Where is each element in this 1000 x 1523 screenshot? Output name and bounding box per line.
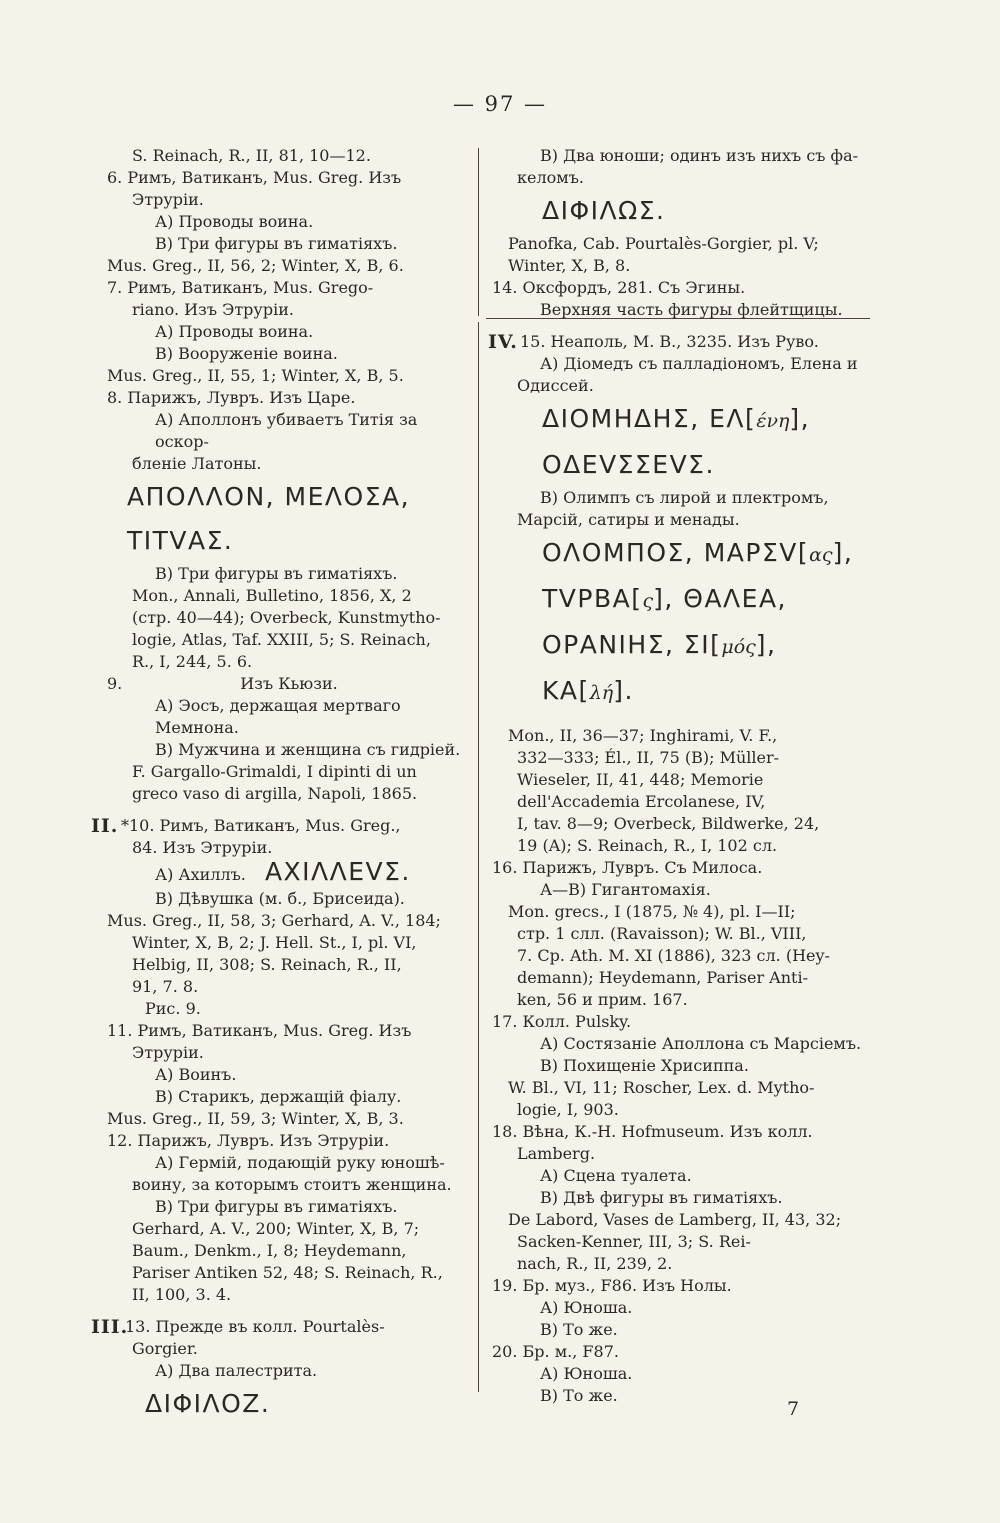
reference-line: 332—333; Él., II, 75 (B); Müller- — [517, 748, 780, 767]
greek-text: ], — [789, 404, 811, 433]
text-line: В) Вооруженіе воина. — [155, 344, 338, 363]
greek-inscription — [492, 623, 869, 715]
figure-reference: Рис. 9. — [145, 999, 201, 1018]
greek-text: ΟΡΑΝΙΗΣ, ΣΙ[ — [542, 630, 722, 659]
text-line: В) Двѣ фигуры въ гиматіяхъ. — [540, 1188, 783, 1207]
reference-line: Mus. Greg., II, 59, 3; Winter, X, B, 3. — [107, 1109, 404, 1128]
reference-line: Mus. Greg., II, 58, 3; Gerhard, A. V., 184; — [107, 911, 441, 930]
greek-restoration: ένη — [756, 410, 790, 432]
column-divider-top — [478, 148, 479, 316]
greek-inscription: ΑΠΟΛΛΟΝ, ΜΕΛΟΣΑ, ΤΙΤVΑΣ. — [127, 482, 411, 555]
reference-line: Pariser Antiken 52, 48; S. Reinach, R., — [132, 1263, 443, 1282]
text-line: Этруріи. — [132, 190, 204, 209]
section-numeral: II. — [91, 815, 119, 837]
greek-inscription: ΔΙΦΙΛΟΖ. — [145, 1389, 271, 1418]
section-numeral: IV. — [488, 331, 518, 353]
reference-line: greco vaso di argilla, Napoli, 1865. — [132, 784, 418, 803]
greek-inscription — [492, 577, 869, 623]
entry-heading-text: *10. Римъ, Ватиканъ, Mus. Greg., — [121, 816, 401, 835]
text-line: А) Проводы воина. — [155, 212, 314, 231]
column-divider — [478, 322, 479, 1392]
greek-text: ], ΚΑ[ — [542, 630, 777, 705]
reference-line: Mus. Greg., II, 55, 1; Winter, X, B, 5. — [107, 366, 404, 385]
greek-inscription: ΑΧΙΛΛΕVΣ. — [264, 857, 411, 886]
entry-heading: 6. Римъ, Ватиканъ, Mus. Greg. Изъ — [107, 168, 402, 187]
entry-heading: 18. Вѣна, К.-Н. Hofmuseum. Изъ колл. — [492, 1122, 813, 1141]
reference-line: Mus. Greg., II, 56, 2; Winter, X, B, 6. — [107, 256, 404, 275]
text-line: А) Юноша. — [540, 1364, 633, 1383]
right-column — [488, 145, 869, 1407]
text-line: Одиссей. — [517, 376, 594, 395]
text-line: В) Дѣвушка (м. б., Брисеида). — [155, 889, 405, 908]
text-line: В) То же. — [540, 1320, 618, 1339]
reference-line: Wieseler, II, 41, 448; Memorie — [517, 770, 764, 789]
reference-line: Helbig, II, 308; S. Reinach, R., II, — [132, 955, 402, 974]
text-line: 84. Изъ Этруріи. — [132, 838, 273, 857]
text-line: А) Проводы воина. — [155, 322, 314, 341]
reference-line: logie, I, 903. — [517, 1100, 619, 1119]
reference-line: Panofka, Cab. Pourtalès-Gorgier, pl. V; — [508, 234, 819, 253]
entry-number: 9. — [107, 674, 123, 693]
text-line: Верхняя часть фигуры флейтщицы. — [540, 300, 843, 319]
greek-text: ΤVΡΒΑ[ — [542, 584, 643, 613]
reference-line: De Labord, Vases de Lamberg, II, 43, 32; — [508, 1210, 842, 1229]
greek-inscription: ΔΙΦΙΛΩΣ. — [542, 196, 666, 225]
greek-text: ]. — [613, 676, 634, 705]
entry-heading — [91, 1316, 472, 1338]
reference-line: Winter, X, B, 2; J. Hell. St., I, pl. VI, — [132, 933, 417, 952]
reference-line: (стр. 40—44); Overbeck, Kunstmytho- — [132, 608, 441, 627]
text-line: В) Три фигуры въ гиматіяхъ. — [155, 234, 398, 253]
reference-line: logie, Atlas, Taf. XXIII, 5; S. Reinach, — [132, 630, 431, 649]
text-line — [107, 859, 472, 888]
reference-line: Mon., Annali, Bulletino, 1856, X, 2 — [132, 586, 412, 605]
text-line: воину, за которымъ стоитъ женщина. — [132, 1175, 452, 1194]
page-number: — 97 — — [452, 92, 548, 116]
reference-line: I, tav. 8—9; Overbeck, Bildwerke, 24, — [517, 814, 820, 833]
reference-line: dell'Accademia Ercolanese, IV, — [517, 792, 766, 811]
text-line: Марсій, сатиры и менады. — [517, 510, 740, 529]
reference-line: Mon. grecs., I (1875, № 4), pl. I—II; — [508, 902, 796, 921]
entry-heading: 16. Парижъ, Лувръ. Съ Милоса. — [492, 858, 763, 877]
greek-restoration: ας — [809, 544, 833, 566]
entry-origin: Изъ Кьюзи. — [240, 674, 338, 693]
entry-heading-text: 13. Прежде въ колл. Pourtalès- — [125, 1317, 385, 1336]
entry-heading — [91, 815, 472, 837]
text-line: А—В) Гигантомахія. — [540, 880, 711, 899]
greek-restoration: ς — [642, 590, 654, 612]
reference-line: Gerhard, A. V., 200; Winter, X, B, 7; — [132, 1219, 420, 1238]
greek-text: ], ΘΑΛΕΑ, — [653, 584, 787, 613]
text-line: В) Старикъ, держащій фіалу. — [155, 1087, 402, 1106]
section-numeral: III. — [91, 1316, 129, 1338]
reference-line: demann); Heydemann, Pariser Anti- — [517, 968, 808, 987]
entry-heading: 20. Бр. м., F87. — [492, 1342, 619, 1361]
text-line: В) То же. — [540, 1386, 618, 1405]
entry-heading: 14. Оксфордъ, 281. Съ Эгины. — [492, 278, 746, 297]
reference-line: стр. 1 слл. (Ravaisson); W. Bl., VIII, — [517, 924, 807, 943]
entry-heading: 17. Колл. Pulsky. — [492, 1012, 632, 1031]
greek-inscription — [492, 397, 869, 443]
text-line: А) Діомедъ съ палладіономъ, Елена и — [540, 354, 858, 373]
text-line: А) Юноша. — [540, 1298, 633, 1317]
reference-line: Winter, X, B, 8. — [508, 256, 631, 275]
signature-mark: 7 — [787, 1398, 800, 1420]
reference-line: 19 (A); S. Reinach, R., I, 102 сл. — [517, 836, 778, 855]
text-line: А) Воинъ. — [155, 1065, 237, 1084]
text-line: В) Мужчина и женщина съ гидріей. — [155, 740, 461, 759]
reference-line: Mon., II, 36—37; Inghirami, V. F., — [508, 726, 778, 745]
entry-heading: 11. Римъ, Ватиканъ, Mus. Greg. Изъ — [107, 1021, 412, 1040]
text-line: Gorgier. — [132, 1339, 198, 1358]
text-line: riano. Изъ Этруріи. — [132, 300, 294, 319]
text-line: В) Три фигуры въ гиматіяхъ. — [155, 564, 398, 583]
entry-heading: 8. Парижъ, Лувръ. Изъ Царе. — [107, 388, 356, 407]
text-line: В) Два юноши; одинъ изъ нихъ съ фа- — [540, 146, 859, 165]
reference-line: II, 100, 3. 4. — [132, 1285, 232, 1304]
entry-heading: 19. Бр. муз., F86. Изъ Нолы. — [492, 1276, 732, 1295]
figure-label: А) Ахиллъ. — [155, 865, 246, 884]
reference-line: 91, 7. 8. — [132, 977, 199, 996]
text-line: Lamberg. — [517, 1144, 596, 1163]
reference-line: W. Bl., VI, 11; Roscher, Lex. d. Mytho- — [508, 1078, 815, 1097]
entry-heading — [107, 673, 472, 695]
text-line: А) Эосъ, держащая мертваго Мемнона. — [155, 696, 401, 737]
text-line: бленіе Латоны. — [132, 454, 262, 473]
reference-line: R., I, 244, 5. 6. — [132, 652, 253, 671]
greek-text: ΟΛΟΜΠΟΣ, ΜΑΡΣV[ — [542, 538, 810, 567]
greek-inscription: ΟΔΕVΣΣΕVΣ. — [542, 450, 715, 479]
greek-text: ], — [832, 538, 854, 567]
text-line: А) Два палестрита. — [155, 1361, 318, 1380]
greek-restoration: μός — [721, 636, 756, 658]
reference-line: ken, 56 и прим. 167. — [517, 990, 688, 1009]
entry-heading-text: 15. Неаполь, M. B., 3235. Изъ Рувo. — [520, 332, 819, 351]
greek-inscription — [492, 531, 869, 577]
reference-line: Baum., Denkm., I, 8; Heydemann, — [132, 1241, 407, 1260]
text-line: А) Гермій, подающій руку юношѣ- — [155, 1153, 445, 1172]
text-line: А) Сцена туалета. — [540, 1166, 692, 1185]
entry-heading: 12. Парижъ, Лувръ. Изъ Этруріи. — [107, 1131, 390, 1150]
entry-heading — [488, 331, 869, 353]
reference-line: F. Gargallo-Grimaldi, I dipinti di un — [132, 762, 417, 781]
reference-line: nach, R., II, 239, 2. — [517, 1254, 673, 1273]
text-line: Этруріи. — [132, 1043, 204, 1062]
left-column — [91, 145, 472, 1426]
greek-text: ΔΙΟΜΗΔΗΣ, ΕΛ[ — [542, 404, 757, 433]
text-line: S. Reinach, R., II, 81, 10—12. — [132, 146, 371, 165]
text-line: В) Три фигуры въ гиматіяхъ. — [155, 1197, 398, 1216]
entry-heading: 7. Римъ, Ватиканъ, Mus. Grego- — [107, 278, 374, 297]
text-line: В) Похищеніе Хрисиппа. — [540, 1056, 749, 1075]
text-line: келомъ. — [517, 168, 584, 187]
text-line: А) Состязаніе Аполлона съ Марсіемъ. — [540, 1034, 862, 1053]
reference-line: 7. Ср. Ath. M. XI (1886), 323 сл. (Hey- — [517, 946, 830, 965]
greek-restoration: λή — [589, 682, 614, 704]
text-line: В) Олимпъ съ лирой и плектромъ, — [540, 488, 829, 507]
text-line: А) Аполлонъ убиваетъ Титія за оскор- — [155, 410, 418, 451]
reference-line: Sacken-Kenner, III, 3; S. Rei- — [517, 1232, 751, 1251]
